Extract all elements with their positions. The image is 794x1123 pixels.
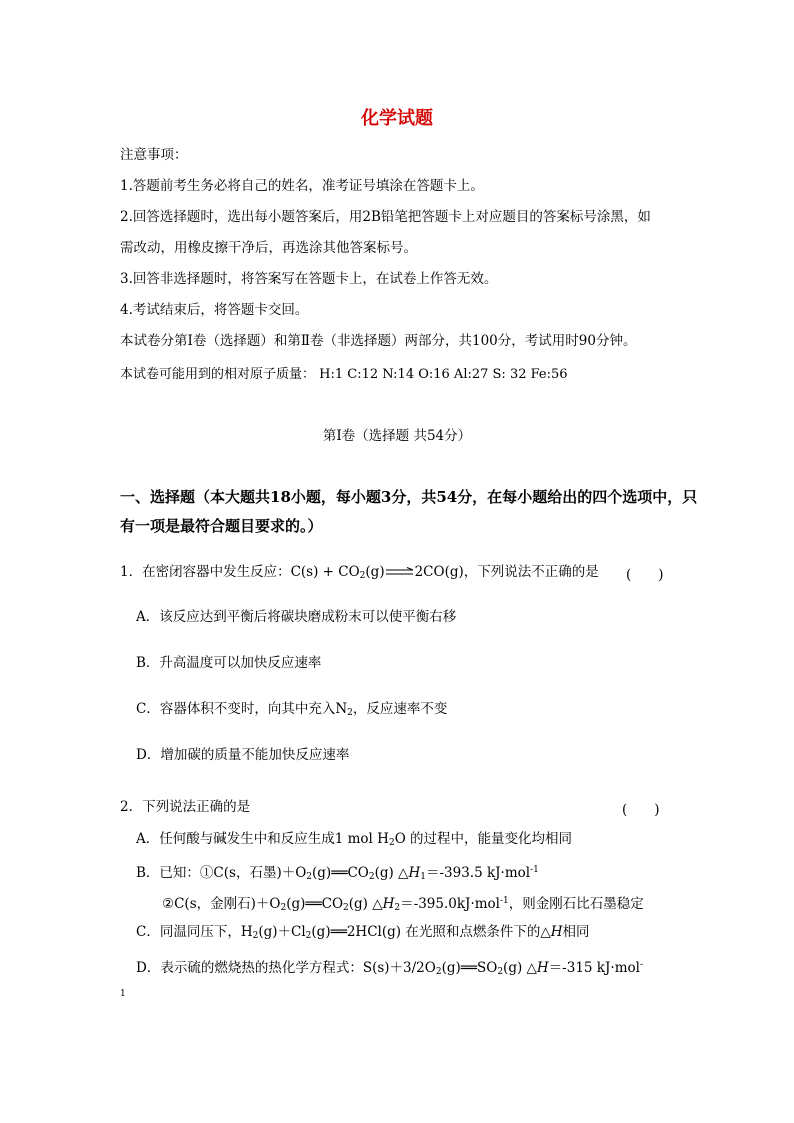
q2-option-b-sub1: 2: [306, 872, 313, 882]
q2-option-d-sup: -: [639, 960, 643, 970]
q2-option-c-sub1: 2: [252, 931, 259, 941]
q2-option-b-2: [162, 892, 644, 917]
q1-option-d: D．增加碳的质量不能加快反应速率: [136, 747, 350, 763]
atomic-mass: 本试卷可能用到的相对原子质量： H:1 C:12 N:14 O:16 Al:27 S: 32 Fe:56: [120, 367, 568, 382]
q1-option-c-suffix: ，反应速率不变: [352, 701, 448, 717]
q1-sub: 2: [359, 571, 366, 581]
q1-stem: [120, 563, 599, 585]
q2-option-b-prefix: B．已知：①C(s，石墨)＋O: [136, 865, 307, 881]
q2-option-d-prefix: D．表示硫的燃烧热的热化学方程式：S(s)＋3/2O: [136, 960, 436, 976]
q2-option-d-sub2: 2: [497, 967, 504, 977]
notice-item-3: 3.回答非选择题时，将答案写在答题卡上，在试卷上作答无效。: [120, 271, 498, 287]
q1-stem-prefix: 1．在密闭容器中发生反应：C(s) + CO: [120, 564, 360, 580]
q2-option-c-suffix: 相同: [562, 924, 590, 940]
q2-option-c-prefix: C．同温同压下，H: [136, 924, 253, 940]
q1-option-c-prefix: C．容器体积不变时，向其中充入N: [136, 701, 348, 717]
q2-stem: 2．下列说法正确的是: [120, 799, 251, 815]
q1-option-c: [136, 700, 447, 722]
notice-heading: 注意事项：: [120, 147, 188, 163]
q2-option-b2-sub2: 2: [343, 903, 349, 913]
q1-option-a: A．该反应达到平衡后将碳块磨成粉末可以使平衡右移: [136, 609, 457, 625]
equilibrium-arrow-icon: [385, 564, 415, 582]
q2-option-b-h: H: [408, 865, 421, 881]
notice-item-2: 2.回答选择题时，选出每小题答案后，用2B铅笔把答题卡上对应题目的答案标号涂黑，如: [120, 209, 651, 225]
q1-option-c-sub: 2: [347, 708, 353, 718]
q2-option-b2-prefix: ②C(s，金刚石)＋O: [162, 896, 281, 912]
q2-option-b2-h-sub: 2: [394, 903, 401, 913]
exam-info: 本试卷分第Ⅰ卷（选择题）和第Ⅱ卷（非选择题）两部分，共100分，考试用时90分钟。: [120, 333, 637, 349]
q1-stem-mid: (g): [365, 564, 385, 580]
q2-option-b-value: ＝-393.5 kJ·mol: [425, 865, 531, 881]
q2-option-a-prefix: A．任何酸与碱发生中和反应生成1 mol H: [136, 831, 389, 847]
q2-option-b-mid: (g)══CO: [312, 865, 369, 881]
q2-option-b2-suffix: ，则金刚石比石墨稳定: [508, 896, 644, 912]
q2-option-d-sub1: 2: [435, 967, 442, 977]
q2-option-a-suffix: O 的过程中，能量变化均相同: [394, 831, 573, 847]
q2-option-d-h: H: [536, 960, 549, 976]
q2-option-b-after: (g) △: [374, 865, 409, 881]
q2-option-d: [136, 956, 643, 981]
section1-line1: 一、选择题（本大题共18小题，每小题3分，共54分，在每小题给出的四个选项中，只: [120, 488, 698, 506]
q2-option-d-mid: (g)══SO: [441, 960, 498, 976]
q2-option-d-after: (g) △: [503, 960, 537, 976]
part1-heading: 第Ⅰ卷（选择题 共54分）: [322, 428, 472, 444]
q2-option-b: [136, 861, 539, 886]
notice-item-1: 1.答题前考生务必将自己的姓名，准考证号填涂在答题卡上。: [120, 178, 484, 194]
q2-option-c-mid1: (g)＋Cl: [258, 924, 306, 940]
q2-answer-paren: ( ): [622, 802, 660, 818]
q2-option-b-sup: -1: [530, 865, 539, 875]
notice-item-4: 4.考试结束后，将答题卡交回。: [120, 302, 309, 318]
section1-line2: 有一项是最符合题目要求的。）: [120, 517, 323, 535]
q2-option-a: [136, 830, 572, 852]
q2-option-b2-mid: (g)══CO: [286, 896, 344, 912]
q2-option-d-value: ＝-315 kJ·mol: [548, 960, 640, 976]
q2-option-d-wrap: 1: [120, 989, 126, 999]
q1-stem-suffix: 2CO(g)，下列说法不正确的是: [414, 564, 599, 580]
q1-answer-paren: ( ): [626, 567, 664, 583]
q2-option-b2-sub1: 2: [280, 903, 287, 913]
q2-option-b2-value: ＝-395.0kJ·mol: [400, 896, 500, 912]
q2-option-b-sub2: 2: [368, 872, 375, 882]
q2-option-c-sub2: 2: [305, 931, 312, 941]
q2-option-c: [136, 923, 589, 945]
notice-item-2-cont: 需改动，用橡皮擦干净后，再选涂其他答案标号。: [120, 240, 417, 256]
q2-option-b-h-sub: 1: [420, 872, 426, 882]
q2-option-b2-after: (g) △: [348, 896, 383, 912]
q1-option-b: B．升高温度可以加快反应速率: [136, 655, 322, 671]
q2-option-b2-h: H: [382, 896, 395, 912]
q2-option-c-mid2: (g)══2HCl(g) 在光照和点燃条件下的△: [311, 924, 551, 940]
q2-option-a-sub: 2: [388, 838, 395, 848]
q2-option-c-h: H: [550, 924, 563, 940]
q2-option-b2-sup: -1: [499, 896, 509, 906]
page-title: 化学试题: [361, 108, 433, 129]
